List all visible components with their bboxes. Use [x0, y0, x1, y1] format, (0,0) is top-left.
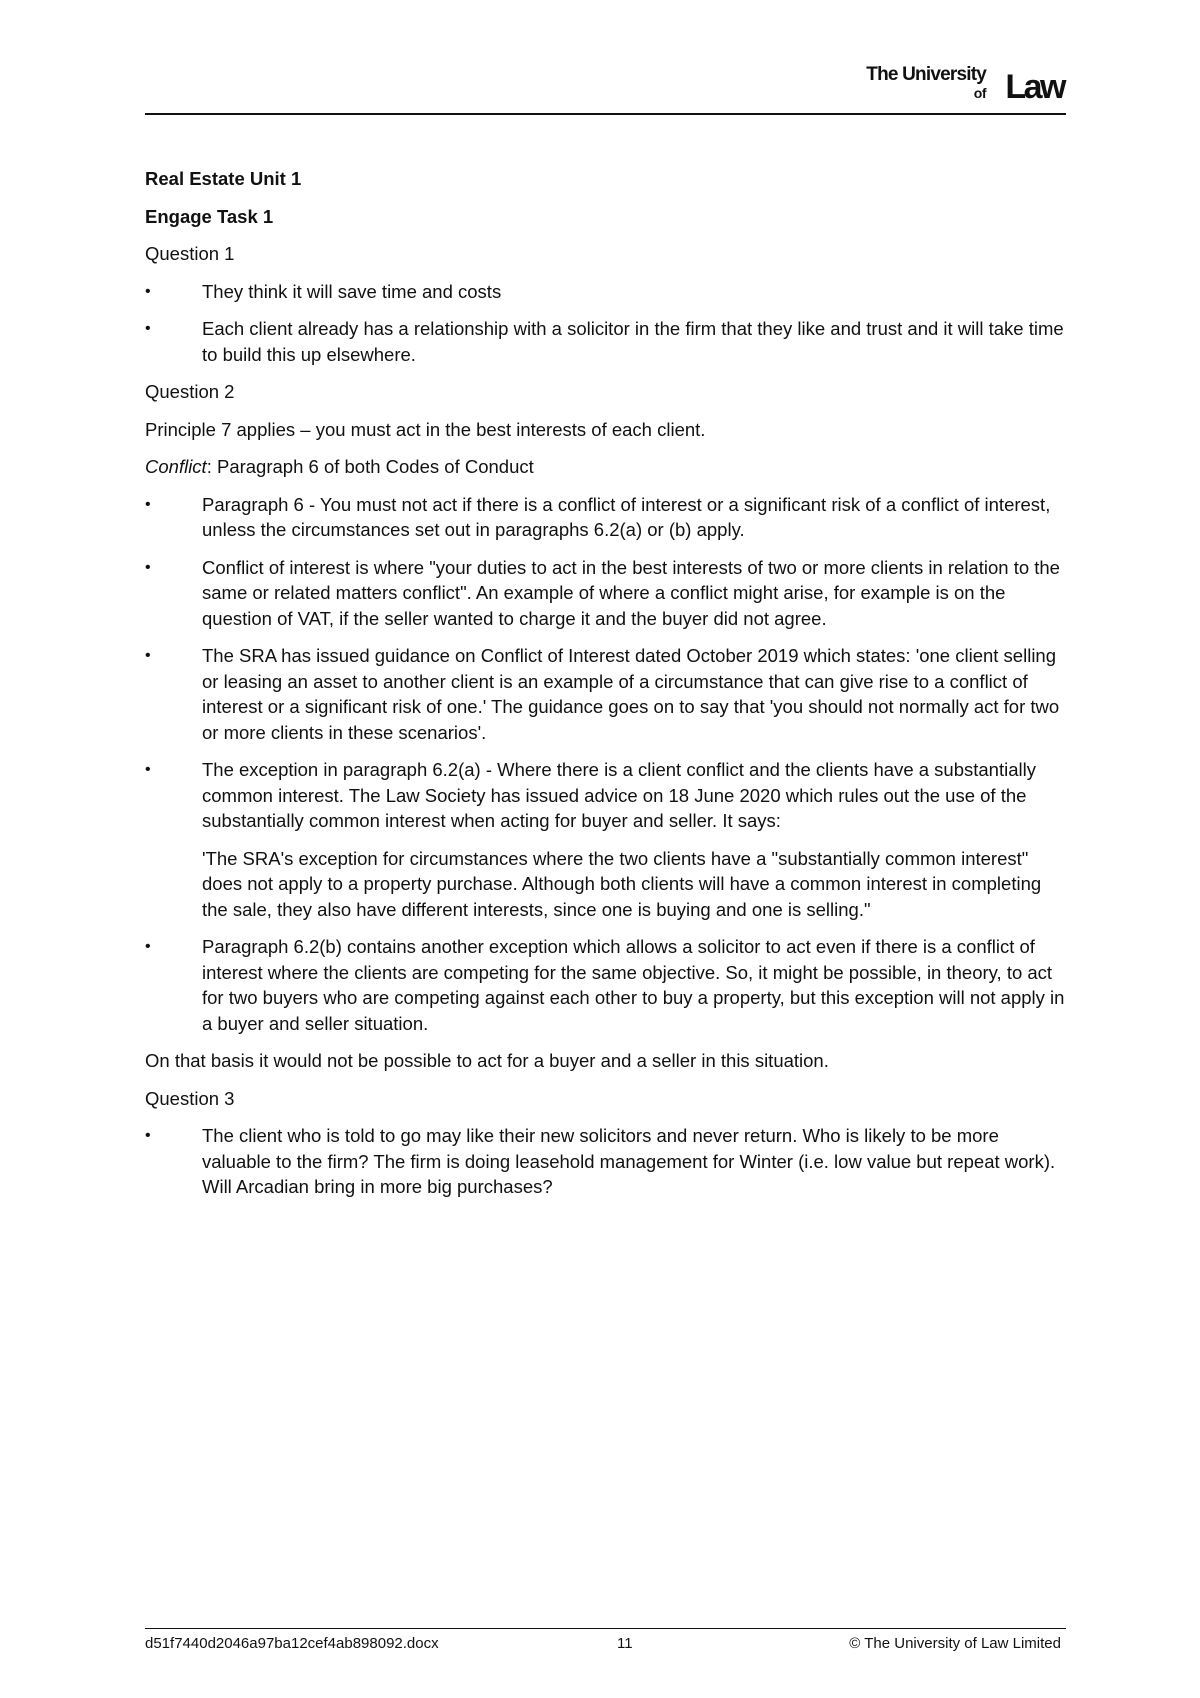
document-title: Real Estate Unit 1 — [145, 168, 302, 189]
list-item — [145, 934, 1066, 1036]
bullet-icon: • — [145, 1127, 151, 1144]
conclusion-paragraph: On that basis it would not be possible to act for a buyer and a seller in this situation. — [145, 1050, 829, 1071]
university-logo — [854, 64, 1064, 104]
bullet-icon: • — [145, 320, 151, 337]
list-item-text: Conflict of interest is where "your duties to act in the best interests of two or more clients in relation to the same or related matters conflict". An example of where a conflict might arise, for example is on the question of VAT, if the seller wanted to charge it and the buyer did not agree. — [202, 556, 1060, 629]
list-item — [145, 279, 1066, 305]
list-item-text: The client who is told to go may like their new solicitors and never return. Who is likely to be more valuable to the firm? The firm is doing leasehold management for Winter (i.e. low value but repeat work). Will Arcadian bring in more big purchases? — [202, 1125, 1056, 1197]
logo-text-law: Law — [1005, 68, 1064, 106]
bullet-icon: • — [145, 282, 151, 300]
footer-filename: d51f7440d2046a97ba12cef4ab898092.docx — [145, 1635, 439, 1652]
list-item — [145, 492, 1066, 543]
header-divider — [145, 113, 1066, 115]
list-item — [145, 757, 1066, 834]
list-item-text: Paragraph 6.2(b) contains another exception which allows a solicitor to act even if there is a conflict of interest where the clients are competing for the same objective. So, it might be possible, in theory, to act for two buyers who are competing against each other to buy a property, but this exception will not apply in a buyer and seller situation. — [202, 936, 1065, 1034]
bullet-icon: • — [145, 495, 151, 513]
bullet-icon: • — [145, 647, 151, 664]
footer-divider — [145, 1628, 1066, 1629]
document-body — [145, 166, 1066, 1212]
list-item-text: They think it will save time and costs — [202, 280, 502, 302]
document-subtitle: Engage Task 1 — [145, 205, 274, 227]
conflict-paragraph — [145, 454, 1066, 480]
bullet-icon: • — [145, 938, 151, 955]
logo-text-of: of — [973, 85, 986, 101]
list-item-text: The exception in paragraph 6.2(a) - Where there is a client conflict and the clients have a substantially common interest. The Law Society has issued advice on 18 June 2020 which rules out the use of the substantially common interest when acting for buyer and seller. It says: — [202, 759, 1036, 831]
list-item-text: Paragraph 6 - You must not act if there is a conflict of interest or a significant risk of a conflict of interest, unless the circumstances set out in paragraphs 6.2(a) or (b) apply. — [202, 493, 1051, 540]
question-2-heading: Question 2 — [145, 381, 235, 402]
list-item — [145, 643, 1066, 745]
question-1-heading: Question 1 — [145, 243, 235, 264]
question-3-heading: Question 3 — [145, 1087, 235, 1109]
list-item-text: Each client already has a relationship with a solicitor in the firm that they like and trust and it will take time to build this up elsewhere. — [202, 318, 1064, 365]
list-item — [145, 316, 1066, 367]
logo-text-top: The University — [866, 64, 986, 85]
footer-page-number: 11 — [617, 1635, 633, 1652]
bullet-icon: • — [145, 558, 151, 576]
conflict-label: Conflict — [145, 456, 207, 477]
list-item-text: The SRA has issued guidance on Conflict of Interest dated October 2019 which states: 'one client selling or leasing an asset to another client is an example of a circumstance that can give rise to a conflict of interest or a significant risk of one.' The guidance goes on to say that 'you should not normally act for two or more clients in these scenarios'. — [202, 645, 1060, 743]
list-item — [145, 555, 1066, 632]
principle-paragraph: Principle 7 applies – you must act in the best interests of each client. — [145, 418, 706, 440]
list-item — [145, 1123, 1066, 1200]
footer-copyright: © The University of Law Limited — [849, 1635, 1061, 1652]
conflict-text: : Paragraph 6 of both Codes of Conduct — [206, 456, 534, 477]
bullet-icon: • — [145, 761, 151, 778]
law-society-quote: 'The SRA's exception for circumstances where the two clients have a "substantially common interest" does not apply to a property purchase. Although both clients will have a common interest in completing the sale, they also have different interests, since one is buying and one is selling." — [202, 847, 1042, 920]
